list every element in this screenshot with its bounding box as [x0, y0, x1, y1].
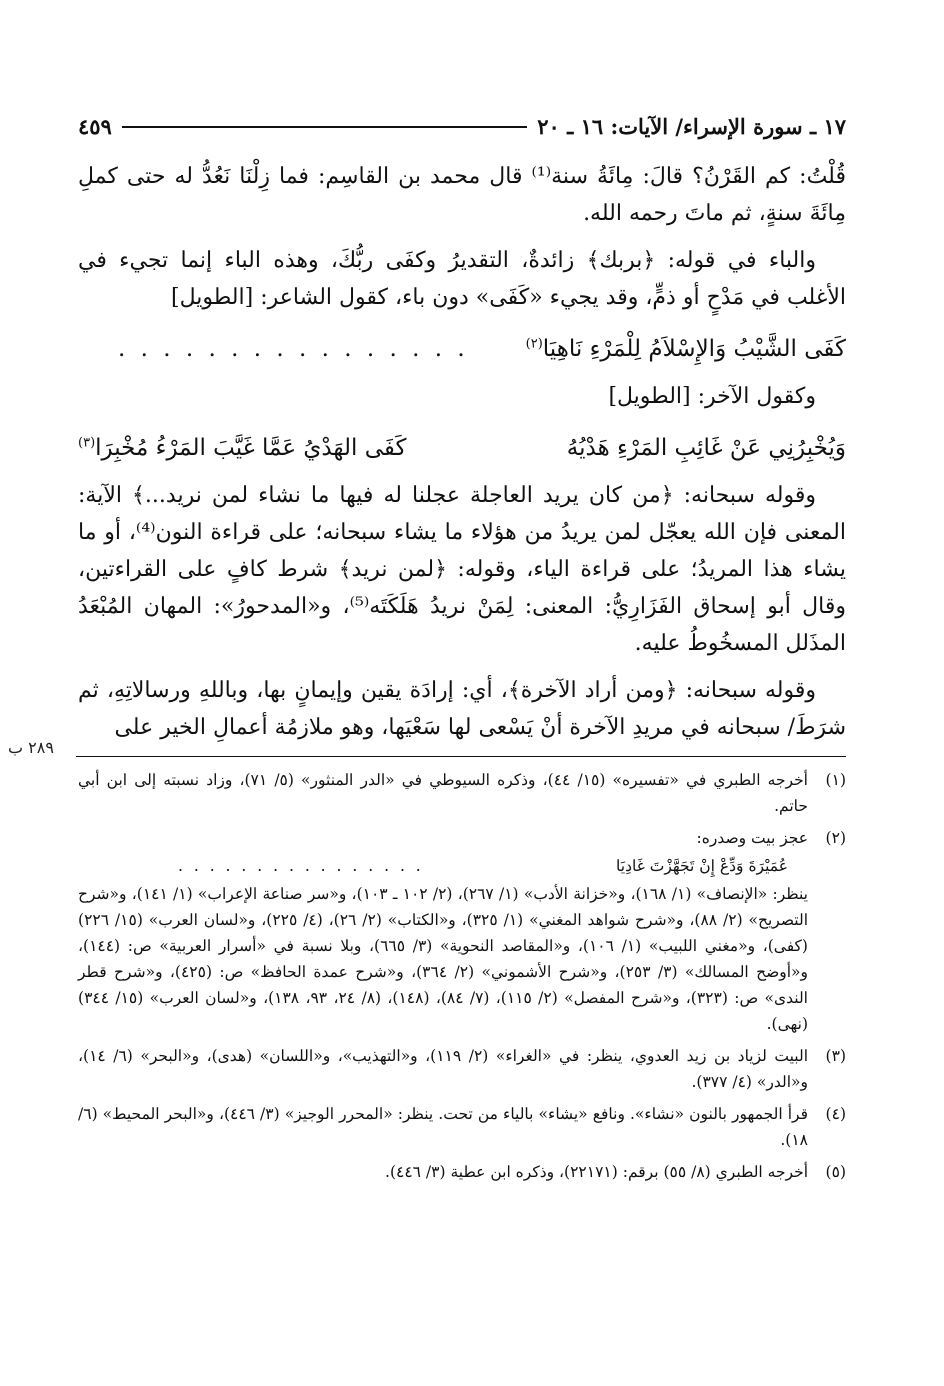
footnote-2	[78, 825, 846, 1037]
paragraph-4: وقوله سبحانه: ﴿من كان يريد العاجلة عجلنا له فيها ما نشاء لمن نريد...﴾ الآية: المعنى فإن الله يعجّل لمن يريدُ من هؤلاء ما يشاء سبحانه؛ على قراءة النون⁽⁴⁾، أو ما يشاء هذا المريدُ؛ على قراءة الياء، وقوله: ﴿لمن نريد﴾ شرط كافٍ على القراءتين، وقال أبو إسحاق الفَزَارِيُّ: المعنى: لِمَنْ نريدُ هَلَكَتَه⁽⁵⁾، و«المدحورُ»: المهان المُبْعَدُ المذَلل المسخُوطُ عليه.	[78, 483, 847, 656]
paragraph-5: وقوله سبحانه: ﴿ومن أراد الآخرة﴾، أي: إرادَة يقين وإيمانٍ بها، وباللهِ ورسالاتِهِ، ثم شرَطَ/ سبحانه في مريدِ الآخرة أنْ يَسْعى لها سَعْيَها، وهو ملازمُة أعمالِ الخير على	[78, 678, 846, 740]
footnote-text	[78, 825, 808, 1037]
footnotes	[78, 767, 846, 1185]
footnote-1	[78, 767, 846, 819]
verse-2-second-hemistich: كَفَى الهَدْيُ عَمَّا غَيَّبَ المَرْءُ مُخْبِرَا$^{(٣)}$	[78, 435, 407, 461]
paragraph-3: وكقول الآخر: [الطويل]	[608, 384, 816, 409]
paragraph-2: والباء في قوله: ﴿بربك﴾ زائدةٌ، التقديرُ وكفَى ربُّكَ، وهذه الباء إنما تجيء في الأغلب في مَدْحٍ أو ذمٍّ، وقد يجيء «كَفَى» دون باء، كقول الشاعر: [الطويل]	[78, 248, 846, 310]
footnote-5	[78, 1159, 846, 1185]
footnote-separator	[76, 756, 846, 757]
footnote-text: أخرجه الطبري في «تفسيره» (١٥/ ٤٤)، وذكره السيوطي في «الدر المنثور» (٥/ ٧١)، وزاد نسبته إلى ابن أبي حاتم.	[78, 771, 808, 815]
verse-2	[78, 425, 846, 471]
header-title: ١٧ ـ سورة الإسراء/ الآيات: ١٦ ـ ٢٠	[537, 113, 846, 139]
footnote-number: (٥)	[825, 1163, 846, 1181]
paragraph-1: قُلْتُ: كم القَرْنُ؟ قالَ: مِائَةُ سنة⁽¹⁾ قال محمد بن القاسِم: فما زِلْنَا نَعُدُّ له حتى كملِ مِائَةَ سنةٍ، ثم ماتَ رحمه الله.	[78, 164, 846, 226]
footnote-number: (١)	[825, 771, 846, 789]
footnote-poem	[178, 853, 788, 879]
footnote-3	[78, 1043, 846, 1095]
verse-1-hemistich: كَفَى الشَّيْبُ وَالإِسْلاَمُ لِلْمَرْءِ نَاهِيَا$^{(٢)}$	[525, 336, 846, 362]
margin-folio-note: ٢٨٩ ب	[8, 738, 54, 757]
page-number: ٤٥٩	[78, 113, 112, 139]
footnote-text: قرأ الجمهور بالنون «نشاء». ونافع «يشاء» بالياء من تحت. ينظر: «المحرر الوجيز» (٣/ ٤٤٦)، و«البحر المحيط» (٦/ ١٨).	[78, 1105, 809, 1149]
running-header	[78, 108, 846, 144]
book-page	[78, 108, 846, 1191]
footnote-text: أخرجه الطبري (٨/ ٥٥) برقم: (٢٢١٧١)، وذكره ابن عطية (٣/ ٤٤٦).	[385, 1163, 808, 1181]
footnote-number: (٣)	[825, 1047, 846, 1065]
main-text	[78, 158, 846, 746]
footnote-references: ينظر: «الإنصاف» (١/ ١٦٨)، و«خزانة الأدب» (١/ ٢٦٧)، (٢/ ١٠٢ ـ ١٠٣)، و«سر صناعة الإعراب» (١/ ١٤١)، و«شرح التصريح» (٢/ ٨٨)، و«شرح شواهد المغني» (١/ ٣٢٥)، و«الكتاب» (٢/ ٢٦)، (٤/ ٢٢٥)، و«لسان العرب» (١٥/ ٢٢٦) (كفى)، و«مغني اللبيب» (١/ ١٠٦)، و«المقاصد النحوية» (٣/ ٦٦٥)، وبلا نسبة في «أسرار العربية» ص: (١٤٤)، و«أوضح المسالك» (٣/ ٢٥٣)، و«شرح الأشموني» (٢/ ٣٦٤)، و«شرح عمدة الحافظ» ص: (٤٢٥)، و«شرح قطر الندى» ص: (٣٢٣)، و«شرح المفصل» (٢/ ١١٥)، (٧/ ٨٤)، (١٤٨)، (٨/ ٢٤، ٩٣، ١٣٨)، و«لسان العرب» (١٥/ ٣٤٤) (نهى).	[78, 885, 809, 1033]
verse-1-ellipsis: . . . . . . . . . . . . . . . .	[118, 336, 469, 362]
footnote-poem-hemistich: عُمَيْرَةَ وَدِّعْ إِنْ تَجَهَّزْتَ غَادِيَا	[616, 857, 788, 875]
footnote-poem-ellipsis: . . . . . . . . . . . . . . . .	[178, 857, 424, 875]
footnote-4	[78, 1101, 846, 1153]
footnote-number: (٢)	[825, 829, 846, 847]
footnote-number: (٤)	[825, 1105, 846, 1123]
footnote-text: البيت لزياد بن زيد العدوي، ينظر: في «الغراء» (٢/ ١١٩)، و«التهذيب»، و«اللسان» (هدى)، و«البحر» (٦/ ١٤)، و«الدر» (٤/ ٣٧٧).	[78, 1047, 809, 1091]
verse-2-first-hemistich: وَيُخْبِرُنِي عَنْ غَائِبِ المَرْءِ هَدْيُهُ	[566, 435, 846, 461]
verse-1	[78, 326, 846, 372]
header-rule	[122, 126, 527, 128]
footnote-intro: عجز بيت وصدره:	[696, 829, 808, 847]
